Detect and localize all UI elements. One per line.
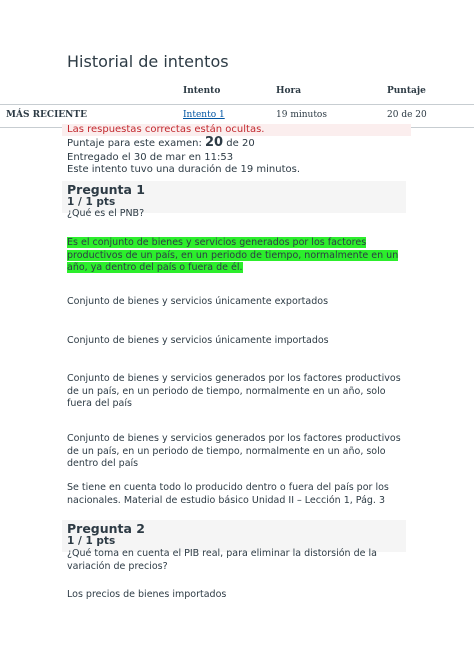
correct-answer-highlight [67,237,398,273]
question-1-feedback [67,482,417,507]
exam-score [67,136,255,150]
answer-line: Es el conjunto de bienes y servicios generados por los factores [67,237,367,248]
answer-line: Conjunto de bienes y servicios generados por los factores productivos [67,373,401,384]
attempt-time: 19 minutos [276,110,327,120]
question-1-text: ¿Qué es el PNB? [67,208,145,219]
submitted-date: Entregado el 30 de mar en 11:53 [67,152,234,163]
score-prefix: Puntaje para este examen: [67,138,202,149]
answer-line: de un país, en un periodo de tiempo, normalmente en un año, solo [67,385,386,397]
answer-line: fuera del país [67,398,132,409]
attempt-link[interactable]: Intento 1 [183,110,225,120]
attempt-duration: Este intento tuvo una duración de 19 minutos. [67,164,301,175]
question-2-points: 1 / 1 pts [67,535,116,547]
answer-line: año, ya dentro del país o fuera de él. [67,262,243,273]
col-header-attempt: Intento [183,86,221,96]
answer-option [67,373,417,411]
question-line: ¿Qué toma en cuenta el PIB real, para eliminar la distorsión de la [67,548,377,559]
question-2-title: Pregunta 2 [67,521,146,536]
question-1-title: Pregunta 1 [67,182,146,197]
score-value: 20 [205,135,224,150]
answer-option: Conjunto de bienes y servicios únicamente exportados [67,296,329,307]
col-header-score: Puntaje [387,86,426,96]
page-title: Historial de intentos [67,52,229,71]
answer-line: productivos de un país, en un periodo de tiempo, normalmente en un [67,249,399,261]
question-1-points: 1 / 1 pts [67,196,116,208]
most-recent-label: MÁS RECIENTE [6,110,87,120]
score-suffix: de 20 [226,138,255,149]
feedback-line: Se tiene en cuenta todo lo producido dentro o fuera del país por los [67,482,389,493]
hidden-answers-notice: Las respuestas correctas están ocultas. [62,124,411,136]
attempt-score: 20 de 20 [387,110,427,120]
answer-option-selected [67,237,407,275]
answer-option [67,433,417,471]
answer-line: dentro del país [67,458,139,469]
answer-option: Conjunto de bienes y servicios únicamente importados [67,335,329,346]
col-header-time: Hora [276,86,302,96]
question-line: variación de precios? [67,560,168,572]
answer-option: Los precios de bienes importados [67,589,227,600]
feedback-line: nacionales. Material de estudio básico Unidad II – Lección 1, Pág. 3 [67,494,386,506]
answer-line: Conjunto de bienes y servicios generados por los factores productivos [67,433,401,444]
answer-line: de un país, en un periodo de tiempo, normalmente en un año, solo [67,445,386,457]
question-2-text [67,548,417,573]
